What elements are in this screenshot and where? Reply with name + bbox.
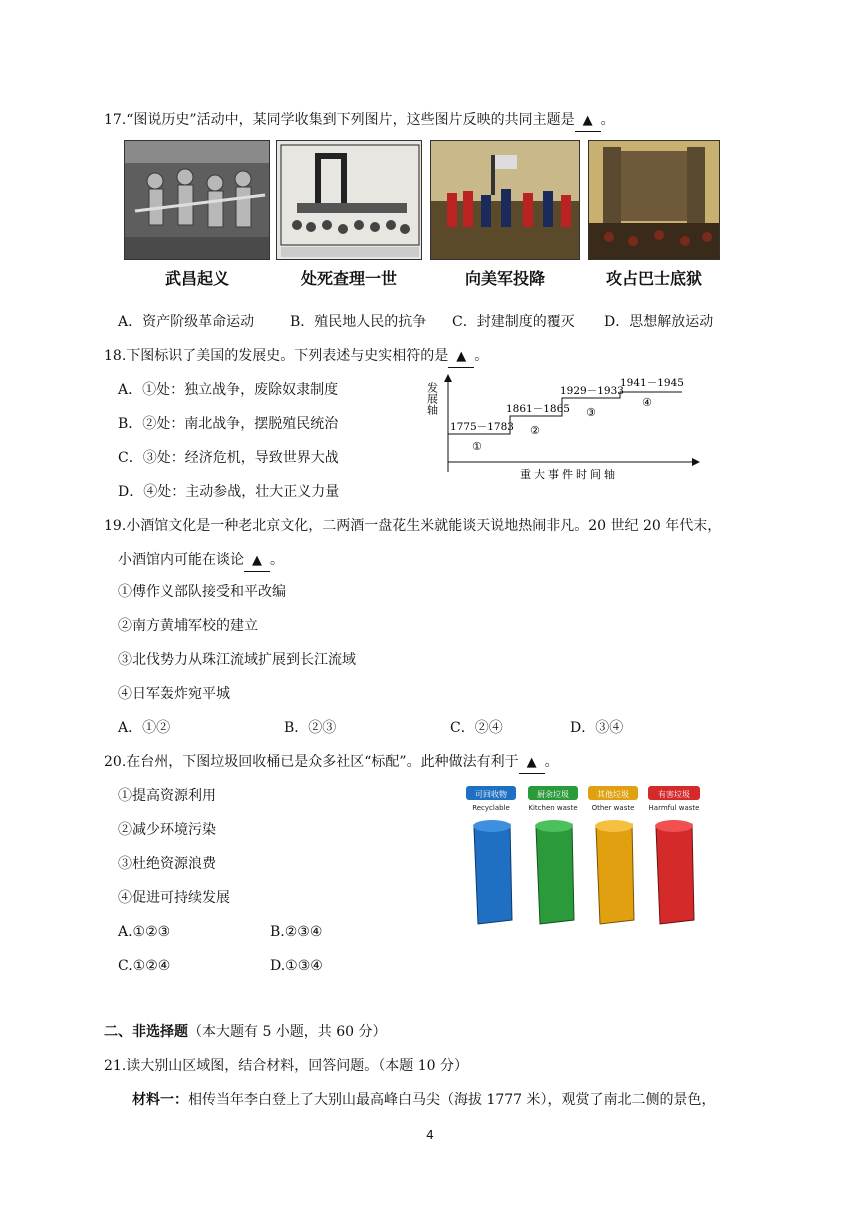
- section-2-note: （本大题有 5 小题，共 60 分）: [188, 1024, 387, 1040]
- q17-stem-text: 17.“图说历史”活动中，某同学收集到下列图片，这些图片反映的共同主题是: [104, 112, 575, 128]
- y-axis-label: 发展轴: [425, 382, 439, 415]
- bin-4-en-label: Harmful waste: [648, 804, 700, 812]
- material-1-text: 相传当年李白登上了大别山最高峰白马尖（海拔 1777 米），观赏了南北二侧的景色，: [188, 1092, 716, 1108]
- q19-item-3: ③北伐势力从珠江流域扩展到长江流域: [118, 652, 356, 668]
- bin-other-waste: [588, 786, 638, 924]
- bin-1-en-label: Recyclable: [472, 804, 510, 812]
- q17-stem: [104, 110, 615, 132]
- q20-option-c[interactable]: C.①②④: [118, 958, 171, 974]
- bastille-image: [588, 140, 720, 260]
- q17-stem-end: 。: [600, 112, 615, 128]
- bin-1-cn-label: 可回收物: [475, 790, 507, 799]
- q18-option-a[interactable]: A．①处：独立战争，废除奴隶制度: [118, 382, 339, 398]
- q18-answer-blank[interactable]: ▲: [448, 347, 474, 368]
- period-label-2: 1861－1865: [506, 403, 570, 415]
- marker-2: ②: [530, 424, 540, 437]
- q17-option-c[interactable]: C．封建制度的覆灭: [452, 314, 575, 330]
- bin-4-cn-label: 有害垃圾: [658, 790, 690, 799]
- q17-option-a[interactable]: A．资产阶级革命运动: [118, 314, 255, 330]
- period-label-4: 1941－1945: [620, 377, 684, 389]
- execution-engraving-illustration: [277, 141, 422, 260]
- marker-3: ③: [586, 406, 596, 419]
- q19-option-c[interactable]: C．②④: [450, 720, 503, 736]
- page-number: 4: [426, 1128, 434, 1142]
- q21-material-1: [132, 1090, 716, 1110]
- q19-stem-end: 。: [270, 552, 284, 568]
- picture-execution-charles-i: [276, 140, 422, 289]
- bin-recyclable: [466, 786, 516, 924]
- q18-stem: [104, 346, 488, 368]
- q19-stem-line1: 19.小酒馆文化是一种老北京文化，二两酒一盘花生米就能谈天说地热闹非凡。20 世纪 20 年代末，: [104, 518, 722, 534]
- q20-item-2: ②减少环境污染: [118, 822, 216, 838]
- marker-1: ①: [472, 440, 482, 453]
- section-2-title: 二、非选择题: [104, 1024, 188, 1040]
- bin-kitchen-waste: [528, 786, 578, 924]
- q20-option-b[interactable]: B.②③④: [270, 924, 323, 940]
- q18-stem-text: 18.下图标识了美国的发展史。下列表述与史实相符的是: [104, 348, 449, 364]
- x-axis: [448, 458, 700, 466]
- q19-item-1: ①傅作义部队接受和平改编: [118, 584, 286, 600]
- q18-stem-end: 。: [474, 348, 489, 364]
- relief-figures-illustration: [125, 141, 270, 260]
- q20-item-4: ④促进可持续发展: [118, 890, 230, 906]
- q21-stem: 21.读大别山区域图，结合材料，回答问题。（本题 10 分）: [104, 1058, 468, 1074]
- q20-option-a[interactable]: A.①②③: [118, 924, 171, 940]
- bastille-painting-illustration: [589, 141, 720, 260]
- q19-option-b[interactable]: B．②③: [284, 720, 337, 736]
- us-history-timeline-chart: [420, 372, 710, 482]
- q19-stem-line2: [118, 550, 284, 572]
- q19-stem-text: 小酒馆内可能在谈论: [118, 552, 244, 568]
- q19-option-d[interactable]: D．③④: [570, 720, 624, 736]
- q20-option-d[interactable]: D.①③④: [270, 958, 323, 974]
- painting-image: [430, 140, 580, 260]
- picture-surrender-to-us-army: [430, 140, 580, 289]
- q19-option-a[interactable]: A．①②: [118, 720, 171, 736]
- bin-harmful-waste: [648, 786, 700, 924]
- bin-2-en-label: Kitchen waste: [528, 804, 578, 812]
- q20-stem-end: 。: [544, 754, 559, 770]
- bin-3-en-label: Other waste: [591, 804, 635, 812]
- surrender-painting-illustration: [431, 141, 580, 260]
- x-axis-label: 重大事件时间轴: [520, 468, 618, 481]
- caption-2: 处死查理一世: [300, 269, 397, 288]
- q18-option-b[interactable]: B．②处：南北战争，摆脱殖民统治: [118, 416, 339, 432]
- q19-item-4: ④日军轰炸宛平城: [118, 686, 230, 702]
- period-label-1: 1775－1783: [450, 421, 514, 433]
- q19-answer-blank[interactable]: ▲: [244, 551, 270, 572]
- bin-2-cn-label: 厨余垃圾: [537, 790, 569, 799]
- caption-4: 攻占巴士底狱: [605, 269, 702, 288]
- q20-answer-blank[interactable]: ▲: [519, 753, 545, 774]
- period-label-3: 1929－1933: [560, 385, 624, 397]
- caption-3: 向美军投降: [464, 269, 545, 288]
- q20-item-1: ①提高资源利用: [118, 788, 216, 804]
- section-2-heading: [104, 1022, 387, 1042]
- picture-wuchang-uprising: [124, 140, 270, 289]
- q18-option-d[interactable]: D．④处：主动参战，壮大正义力量: [118, 484, 340, 500]
- caption-1: 武昌起义: [164, 269, 229, 288]
- q20-stem-text: 20.在台州，下图垃圾回收桶已是众多社区“标配”。此种做法有利于: [104, 754, 519, 770]
- q19-item-2: ②南方黄埔军校的建立: [118, 618, 258, 634]
- marker-4: ④: [642, 396, 652, 409]
- q18-option-c[interactable]: C．③处：经济危机，导致世界大战: [118, 450, 339, 466]
- engraving-image: [276, 140, 422, 260]
- bin-3-cn-label: 其他垃圾: [597, 790, 629, 799]
- q20-item-3: ③杜绝资源浪费: [118, 856, 216, 872]
- material-1-label: 材料一：: [132, 1092, 188, 1108]
- relief-image: [124, 140, 270, 260]
- picture-storming-bastille: [588, 140, 720, 289]
- q17-answer-blank[interactable]: ▲: [575, 111, 601, 132]
- q17-option-d[interactable]: D．思想解放运动: [604, 314, 714, 330]
- q20-stem: [104, 752, 559, 774]
- q17-option-b[interactable]: B．殖民地人民的抗争: [290, 314, 427, 330]
- recycling-bins-illustration: [456, 780, 720, 930]
